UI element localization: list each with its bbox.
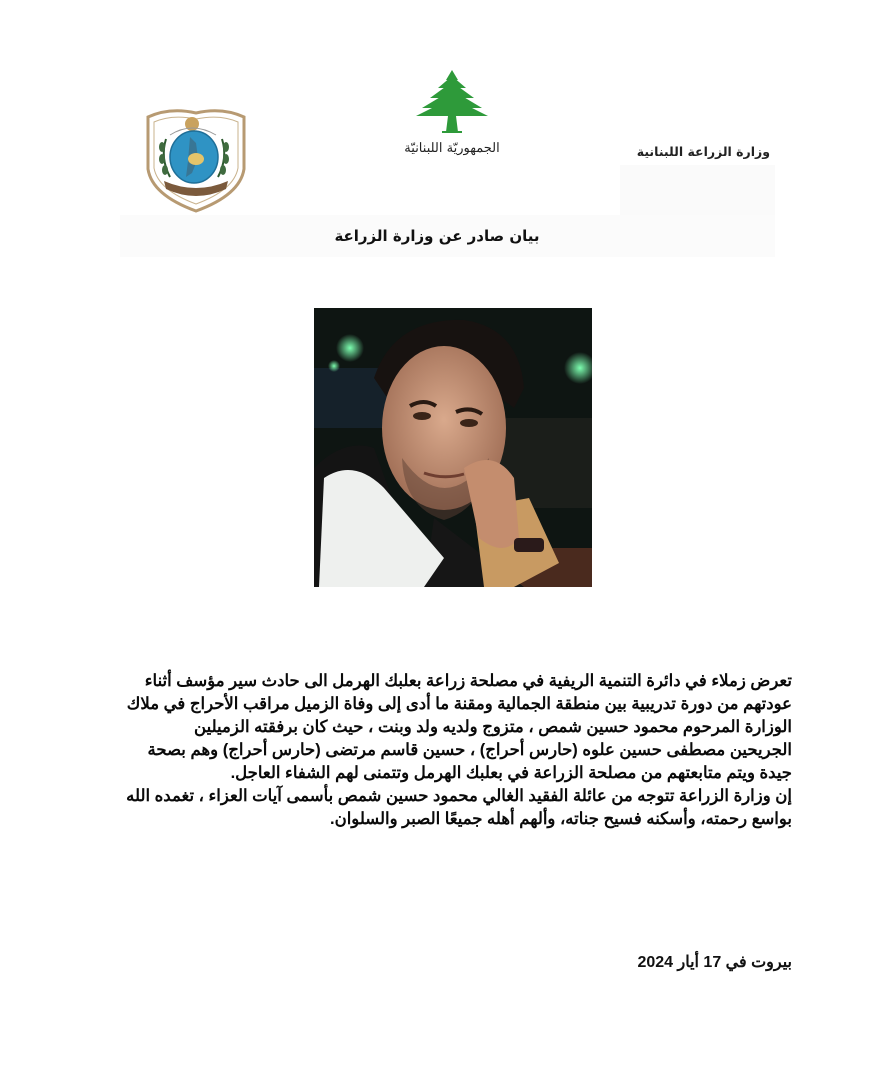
statement-title: بيان صادر عن وزارة الزراعة xyxy=(334,227,540,245)
statement-body xyxy=(92,670,792,831)
body-line: بواسع رحمته، وأسكنه فسيح جناته، وألهم أهله جميعًا الصبر والسلوان. xyxy=(330,810,792,828)
cedar-tree-logo xyxy=(412,68,492,136)
republic-name: الجمهوريّة اللبنانيّة xyxy=(404,141,500,156)
ministry-emblem-logo xyxy=(140,103,252,213)
body-line: جيدة ويتم متابعتهم من مصلحة الزراعة في بعلبك الهرمل وتتمنى لهم الشفاء العاجل. xyxy=(230,764,792,782)
ministry-name: وزارة الزراعة اللبنانية xyxy=(636,144,770,159)
portrait-photo xyxy=(314,308,592,587)
body-line: الوزارة المرحوم محمود حسين شمص ، متزوج ولديه ولد وبنت ، حيث كان برفقته الزميلين xyxy=(194,718,792,736)
body-line: الجريحين مصطفى حسين علوه (حارس أحراج) ، حسين قاسم مرتضى (حارس أحراج) وهم بصحة xyxy=(147,741,792,759)
body-line: إن وزارة الزراعة تتوجه من عائلة الفقيد الغالي محمود حسين شمص بأسمى آيات العزاء ، تغمده الله xyxy=(126,787,792,805)
header-band xyxy=(620,165,775,215)
body-line: عودتهم من دورة تدريبية بين منطقة الجمالية ومقنة ما أدى إلى وفاة الزميل مراقب الأحراج في ملاك xyxy=(126,695,792,713)
dateline: بيروت في 17 أيار 2024 xyxy=(637,954,792,971)
body-line: تعرض زملاء في دائرة التنمية الريفية في مصلحة زراعة بعلبك الهرمل الى حادث سير مؤسف أثناء xyxy=(144,672,792,690)
